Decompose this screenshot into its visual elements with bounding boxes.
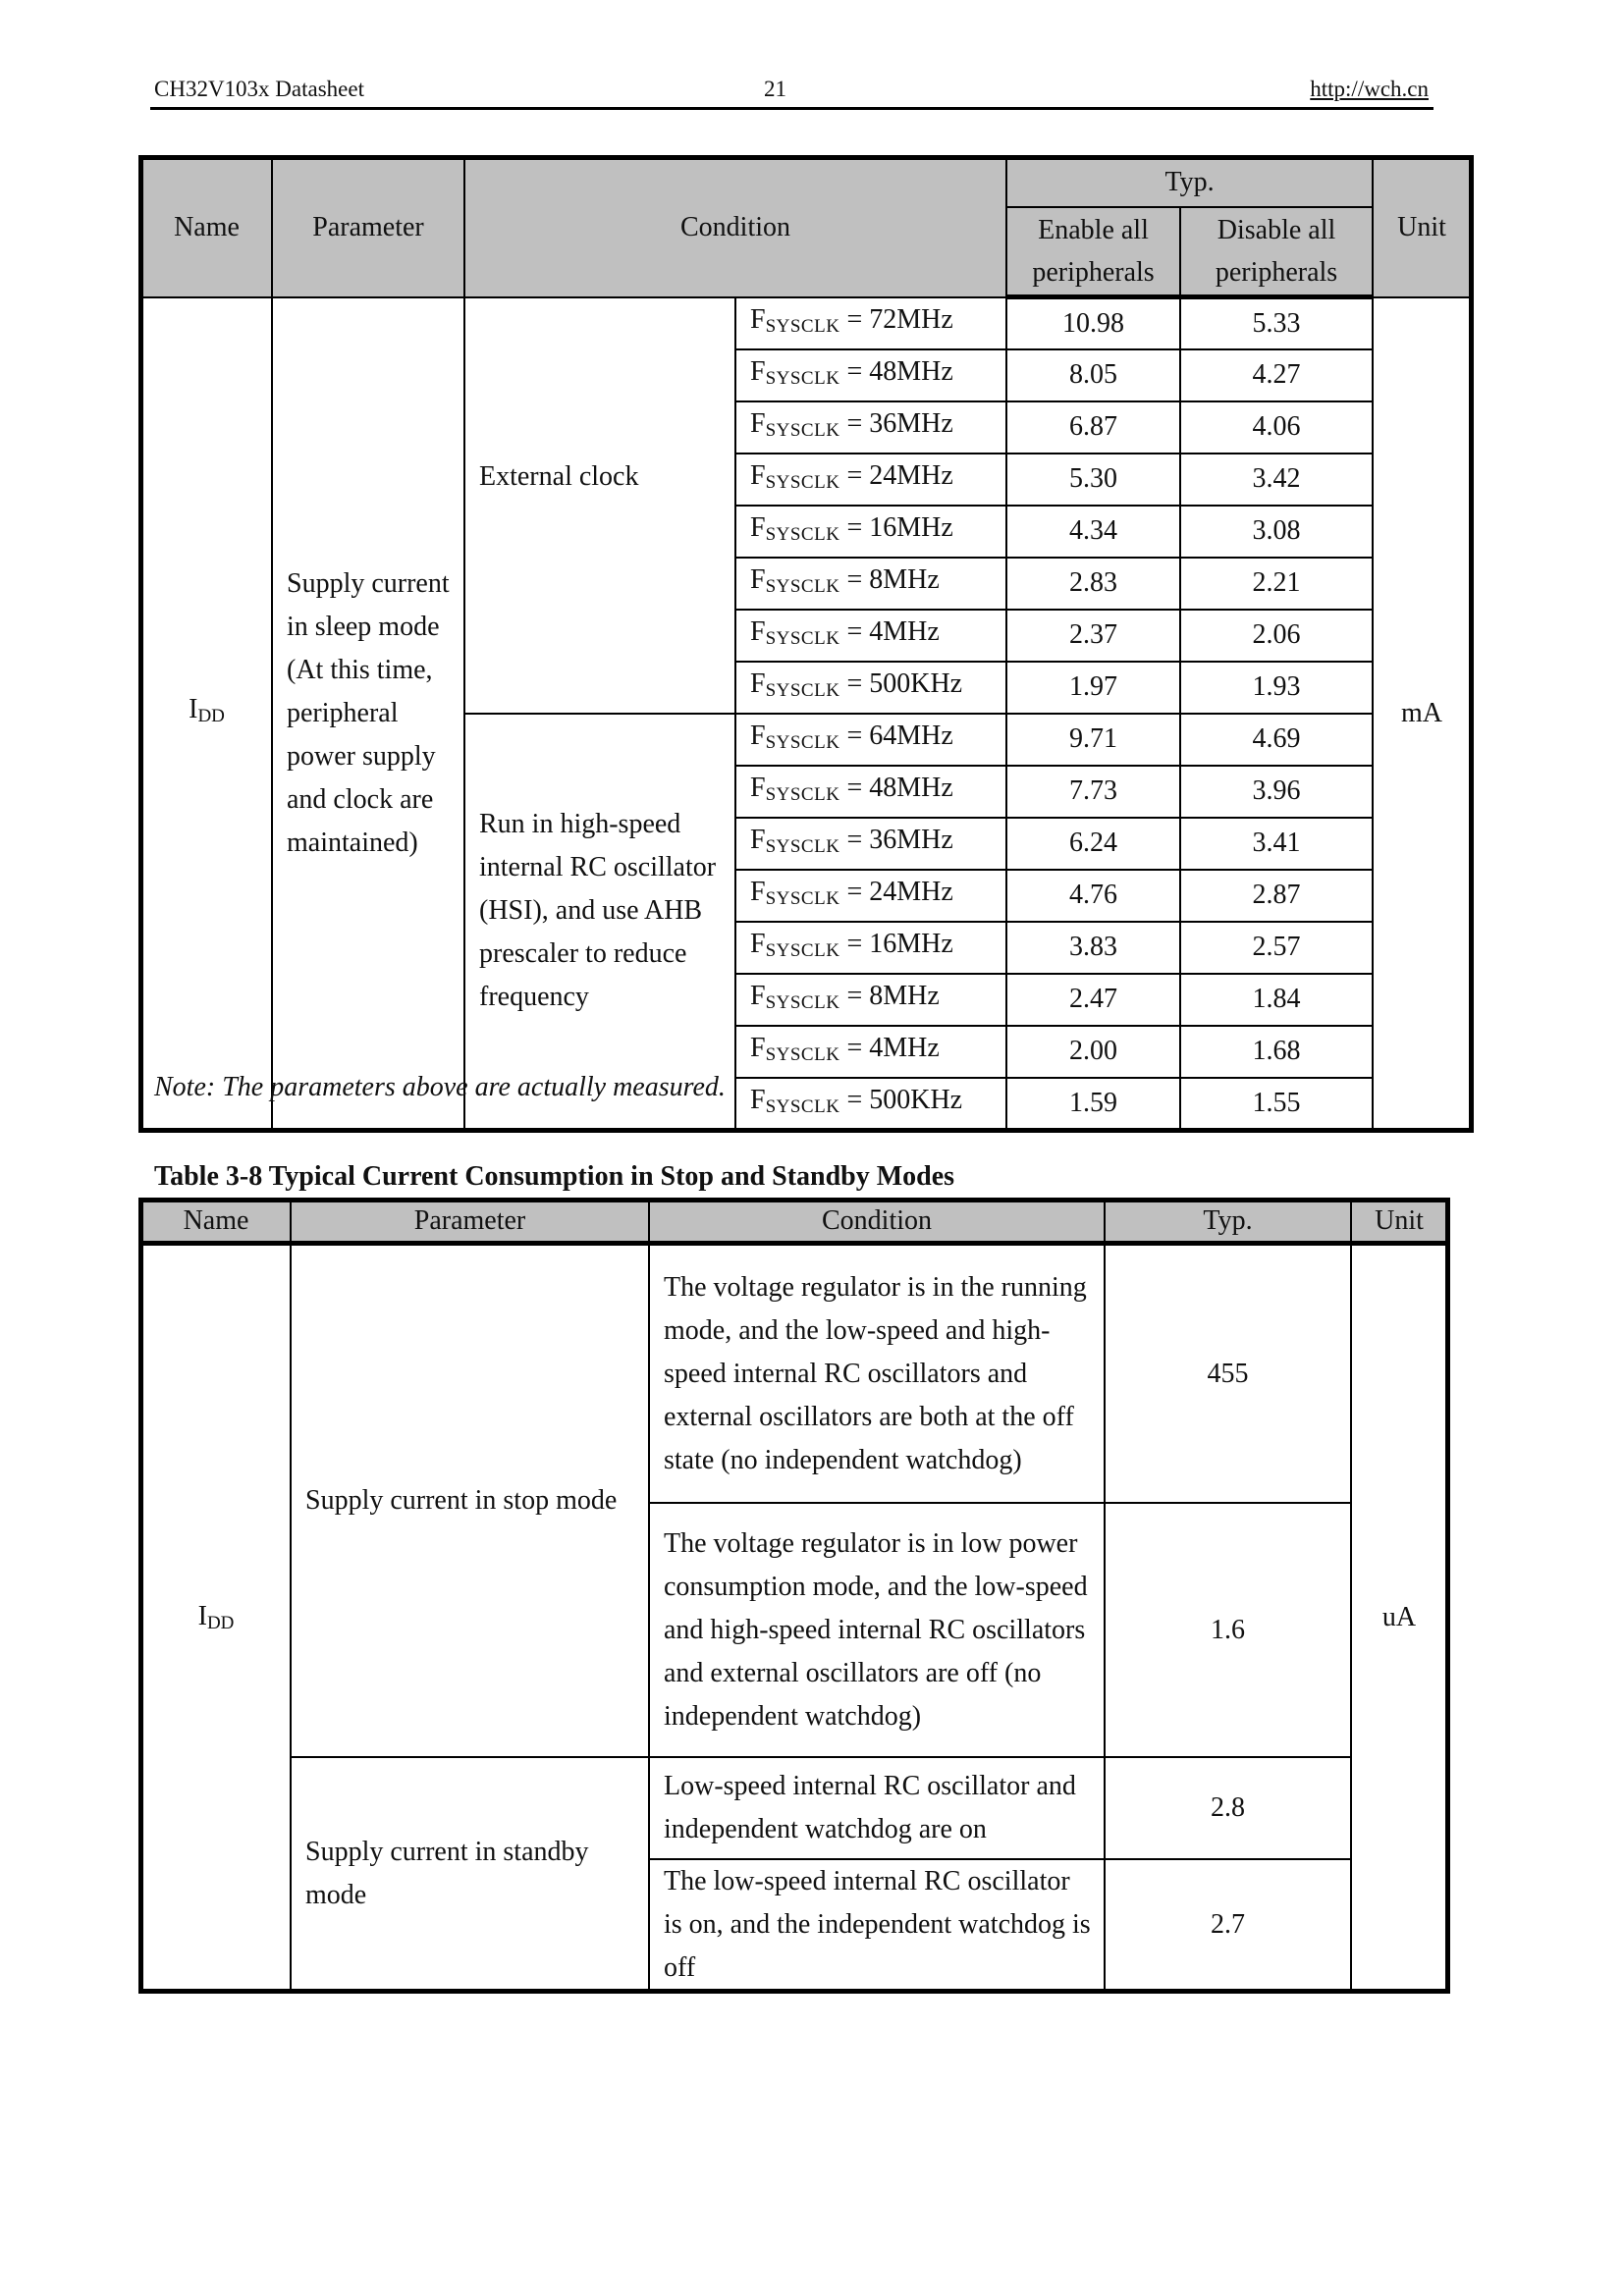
disable-all-value: 2.21 — [1180, 558, 1373, 610]
frequency-cell — [735, 1078, 1006, 1130]
frequency-cell — [735, 922, 1006, 974]
freq-value: = 24MHz — [839, 876, 953, 907]
freq-subscript: SYSCLK — [765, 835, 840, 857]
freq-value: = 8MHz — [839, 563, 940, 595]
frequency-cell — [735, 454, 1006, 506]
header-unit: Unit — [1373, 158, 1471, 297]
freq-symbol: F — [750, 980, 766, 1011]
frequency-cell — [735, 662, 1006, 714]
header-disable-all: Disable all peripherals — [1180, 207, 1373, 297]
typ-value: 2.8 — [1105, 1757, 1351, 1859]
freq-subscript: SYSCLK — [765, 471, 840, 493]
freq-symbol: F — [750, 824, 766, 855]
disable-all-value: 4.27 — [1180, 349, 1373, 401]
freq-subscript: SYSCLK — [765, 315, 840, 337]
header-name: Name — [141, 1201, 291, 1244]
disable-all-value: 3.42 — [1180, 454, 1373, 506]
header-name: Name — [141, 158, 272, 297]
freq-symbol: F — [750, 303, 766, 335]
unit-cell: uA — [1351, 1244, 1447, 1992]
frequency-cell — [735, 506, 1006, 558]
frequency-cell — [735, 558, 1006, 610]
enable-all-value: 2.37 — [1006, 610, 1180, 662]
disable-all-value: 1.84 — [1180, 974, 1373, 1026]
header-enable-all: Enable all peripherals — [1006, 207, 1180, 297]
enable-all-value: 5.30 — [1006, 454, 1180, 506]
freq-value: = 36MHz — [839, 824, 953, 855]
page-number: 21 — [764, 77, 786, 101]
disable-all-value: 1.93 — [1180, 662, 1373, 714]
freq-symbol: F — [750, 1084, 766, 1115]
freq-symbol: F — [750, 407, 766, 439]
freq-subscript: SYSCLK — [765, 939, 840, 961]
sleep-current-table — [140, 157, 1472, 1131]
freq-subscript: SYSCLK — [765, 419, 840, 441]
frequency-cell — [735, 1026, 1006, 1078]
unit-cell: mA — [1373, 297, 1471, 1130]
symbol-main: I — [189, 694, 198, 724]
header-unit: Unit — [1351, 1201, 1447, 1244]
disable-all-value: 3.41 — [1180, 818, 1373, 870]
condition-cell: Run in high-speed internal RC oscillator (HSI), and use AHB prescaler to reduce frequency — [464, 714, 735, 1130]
enable-all-value: 6.87 — [1006, 401, 1180, 454]
enable-all-value: 2.00 — [1006, 1026, 1180, 1078]
freq-subscript: SYSCLK — [765, 887, 840, 909]
parameter-cell: Supply current in stop mode — [291, 1244, 649, 1758]
freq-symbol: F — [750, 459, 766, 491]
freq-value: = 500KHz — [839, 1084, 963, 1115]
measurement-note: Note: The parameters above are actually measured. — [154, 1072, 726, 1102]
frequency-cell — [735, 818, 1006, 870]
table-row — [141, 1757, 1447, 1859]
enable-all-value: 3.83 — [1006, 922, 1180, 974]
disable-all-value: 2.87 — [1180, 870, 1373, 922]
freq-symbol: F — [750, 876, 766, 907]
table-row — [141, 1244, 1447, 1504]
freq-value: = 16MHz — [839, 928, 953, 959]
enable-all-value: 6.24 — [1006, 818, 1180, 870]
frequency-cell — [735, 766, 1006, 818]
freq-value: = 36MHz — [839, 407, 953, 439]
freq-value: = 72MHz — [839, 303, 953, 335]
freq-value: = 4MHz — [839, 615, 940, 647]
symbol-subscript: DD — [197, 706, 225, 726]
disable-all-value: 3.96 — [1180, 766, 1373, 818]
parameter-cell: Supply current in sleep mode (At this time, peripheral power supply and clock are maintained) — [272, 297, 464, 1130]
enable-all-value: 10.98 — [1006, 297, 1180, 349]
symbol-main: I — [197, 1601, 207, 1631]
disable-all-value: 1.55 — [1180, 1078, 1373, 1130]
freq-symbol: F — [750, 355, 766, 387]
freq-value: = 64MHz — [839, 720, 953, 751]
freq-value: = 8MHz — [839, 980, 940, 1011]
freq-value: = 48MHz — [839, 355, 953, 387]
freq-value: = 500KHz — [839, 667, 963, 699]
symbol-idd — [141, 297, 272, 1130]
freq-value: = 16MHz — [839, 511, 953, 543]
frequency-cell — [735, 870, 1006, 922]
stop-standby-current-table — [140, 1200, 1448, 1992]
document-title: CH32V103x Datasheet — [154, 77, 364, 101]
frequency-cell — [735, 610, 1006, 662]
freq-value: = 24MHz — [839, 459, 953, 491]
frequency-cell — [735, 401, 1006, 454]
condition-cell: The voltage regulator is in low power consumption mode, and the low-speed and high-speed internal RC oscillators and external oscillators are off (no independent watchdog) — [649, 1503, 1105, 1757]
frequency-cell — [735, 349, 1006, 401]
enable-all-value: 4.34 — [1006, 506, 1180, 558]
condition-cell: The low-speed internal RC oscillator is on, and the independent watchdog is off — [649, 1859, 1105, 1991]
frequency-cell — [735, 974, 1006, 1026]
freq-symbol: F — [750, 928, 766, 959]
enable-all-value: 4.76 — [1006, 870, 1180, 922]
condition-cell: External clock — [464, 297, 735, 714]
header-parameter: Parameter — [291, 1201, 649, 1244]
symbol-subscript: DD — [206, 1613, 235, 1633]
enable-all-value: 1.97 — [1006, 662, 1180, 714]
table-title: Table 3-8 Typical Current Consumption in Stop and Standby Modes — [154, 1161, 955, 1192]
freq-subscript: SYSCLK — [765, 731, 840, 753]
enable-all-value: 9.71 — [1006, 714, 1180, 766]
enable-all-value: 2.47 — [1006, 974, 1180, 1026]
freq-value: = 4MHz — [839, 1032, 940, 1063]
enable-all-value: 1.59 — [1006, 1078, 1180, 1130]
freq-subscript: SYSCLK — [765, 679, 840, 701]
disable-all-value: 2.06 — [1180, 610, 1373, 662]
frequency-cell — [735, 297, 1006, 349]
freq-subscript: SYSCLK — [765, 991, 840, 1013]
table-row — [141, 297, 1471, 349]
freq-symbol: F — [750, 772, 766, 803]
freq-subscript: SYSCLK — [765, 1043, 840, 1065]
frequency-cell — [735, 714, 1006, 766]
freq-symbol: F — [750, 667, 766, 699]
enable-all-value: 2.83 — [1006, 558, 1180, 610]
condition-cell: Low-speed internal RC oscillator and independent watchdog are on — [649, 1757, 1105, 1859]
typ-value: 2.7 — [1105, 1859, 1351, 1991]
header-condition: Condition — [649, 1201, 1105, 1244]
freq-symbol: F — [750, 563, 766, 595]
symbol-idd — [141, 1244, 291, 1992]
freq-subscript: SYSCLK — [765, 575, 840, 597]
freq-subscript: SYSCLK — [765, 367, 840, 389]
freq-symbol: F — [750, 720, 766, 751]
header-typ: Typ. — [1006, 158, 1373, 207]
disable-all-value: 1.68 — [1180, 1026, 1373, 1078]
typ-value: 1.6 — [1105, 1503, 1351, 1757]
freq-symbol: F — [750, 511, 766, 543]
enable-all-value: 8.05 — [1006, 349, 1180, 401]
parameter-cell: Supply current in standby mode — [291, 1757, 649, 1991]
freq-subscript: SYSCLK — [765, 627, 840, 649]
freq-subscript: SYSCLK — [765, 523, 840, 545]
disable-all-value: 5.33 — [1180, 297, 1373, 349]
header-rule — [150, 107, 1434, 110]
freq-symbol: F — [750, 1032, 766, 1063]
enable-all-value: 7.73 — [1006, 766, 1180, 818]
header-typ: Typ. — [1105, 1201, 1351, 1244]
disable-all-value: 2.57 — [1180, 922, 1373, 974]
website-link[interactable]: http://wch.cn — [1310, 77, 1429, 101]
condition-cell: The voltage regulator is in the running mode, and the low-speed and high-speed internal RC oscillators and external oscillators are both at the off state (no independent watchdog) — [649, 1244, 1105, 1504]
typ-value: 455 — [1105, 1244, 1351, 1504]
freq-subscript: SYSCLK — [765, 1095, 840, 1117]
freq-value: = 48MHz — [839, 772, 953, 803]
header-condition: Condition — [464, 158, 1006, 297]
disable-all-value: 3.08 — [1180, 506, 1373, 558]
freq-symbol: F — [750, 615, 766, 647]
disable-all-value: 4.06 — [1180, 401, 1373, 454]
freq-subscript: SYSCLK — [765, 783, 840, 805]
header-parameter: Parameter — [272, 158, 464, 297]
disable-all-value: 4.69 — [1180, 714, 1373, 766]
